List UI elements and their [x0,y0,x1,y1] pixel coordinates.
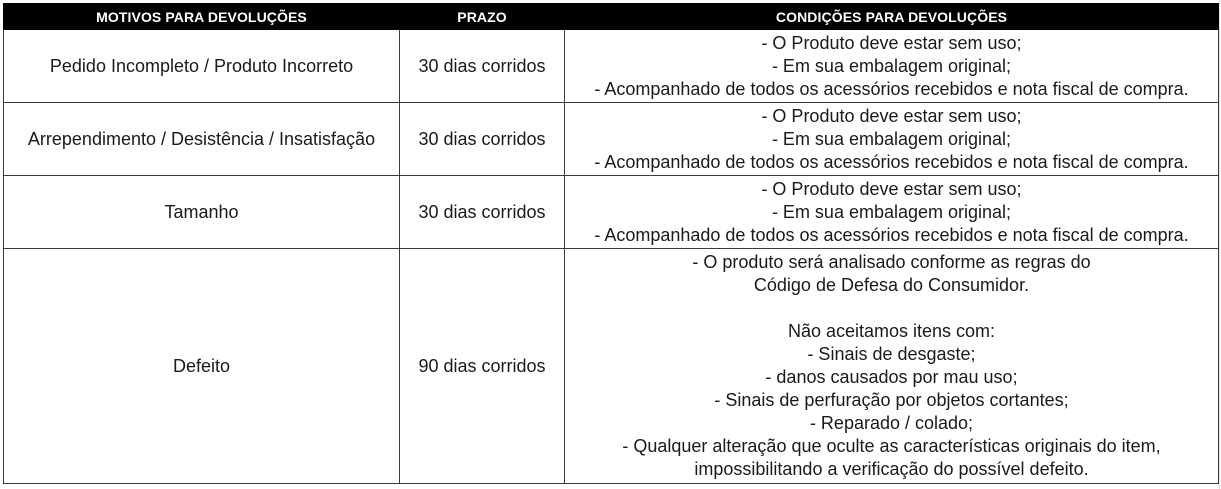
returns-policy-table [3,3,1219,484]
cell-motivo[interactable]: Tamanho [4,176,400,249]
condition-line: impossibilitando a verificação do possível defeito. [694,459,1089,479]
cell-motivo[interactable]: Pedido Incompleto / Produto Incorreto [4,30,400,103]
condition-line: - Sinais de perfuração por objetos cortantes; [714,390,1069,410]
condition-line: - O produto será analisado conforme as regras do [692,252,1091,272]
cell-prazo[interactable]: 30 dias corridos [400,103,565,176]
cell-prazo[interactable]: 30 dias corridos [400,176,565,249]
table-body [4,30,1219,484]
condition-line: - Reparado / colado; [809,413,974,433]
header-motivos[interactable]: MOTIVOS PARA DEVOLUÇÕES [4,4,400,30]
table-row [4,249,1219,484]
condition-line: Não aceitamos itens com: [787,321,996,341]
cell-condicoes[interactable] [565,30,1219,103]
condition-line-blank [569,297,1214,320]
condition-line: - Acompanhado de todos os acessórios recebidos e nota fiscal de compra. [594,224,1189,245]
header-condicoes[interactable]: CONDIÇÕES PARA DEVOLUÇÕES [565,4,1219,30]
table-row [4,103,1219,176]
cell-condicoes[interactable] [565,176,1219,249]
condition-line: - O Produto deve estar sem uso; [761,32,1022,53]
condition-line: - O Produto deve estar sem uso; [761,105,1022,126]
cell-motivo[interactable]: Arrependimento / Desistência / Insatisfação [4,103,400,176]
header-prazo[interactable]: PRAZO [400,4,565,30]
cell-prazo[interactable]: 90 dias corridos [400,249,565,484]
table-header-row [4,4,1219,30]
condition-line: - danos causados por mau uso; [765,367,1018,387]
condition-line: - Qualquer alteração que oculte as características originais do item, [622,436,1161,456]
condition-line: - Em sua embalagem original; [771,55,1012,76]
condition-line: Código de Defesa do Consumidor. [753,275,1030,295]
cell-prazo[interactable]: 30 dias corridos [400,30,565,103]
cell-motivo[interactable]: Defeito [4,249,400,484]
condition-line: - Em sua embalagem original; [771,128,1012,149]
condition-line: - Acompanhado de todos os acessórios recebidos e nota fiscal de compra. [594,78,1189,99]
condition-line: - O Produto deve estar sem uso; [761,178,1022,199]
cell-condicoes[interactable] [565,103,1219,176]
condition-line: - Acompanhado de todos os acessórios recebidos e nota fiscal de compra. [594,151,1189,172]
cell-condicoes[interactable] [565,249,1219,484]
condition-line: - Sinais de desgaste; [807,344,976,364]
table-row [4,30,1219,103]
table-row [4,176,1219,249]
sheet-gridline [1219,0,1220,489]
condition-line: - Em sua embalagem original; [771,201,1012,222]
